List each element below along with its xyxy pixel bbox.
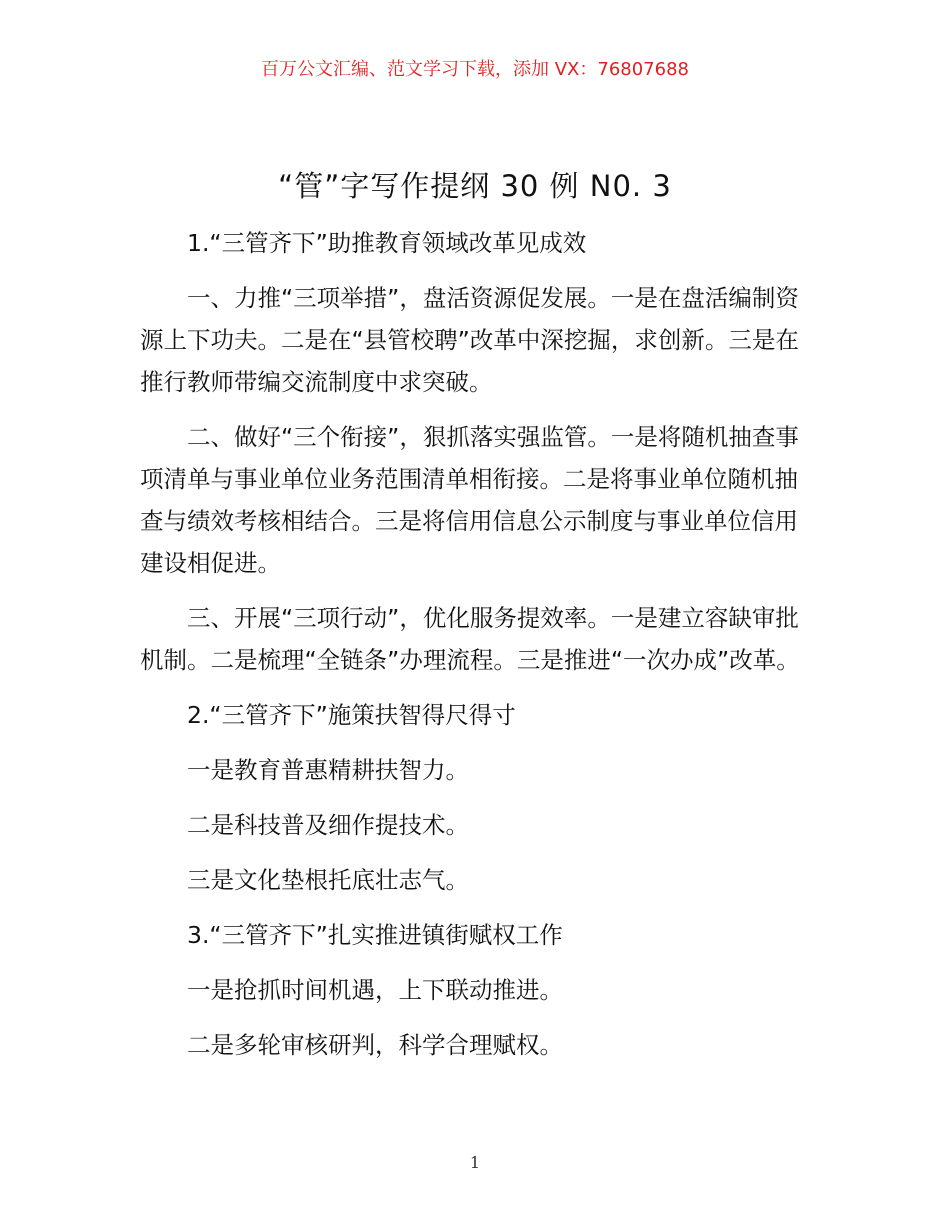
- section-3-paragraph: 二是多轮审核研判，科学合理赋权。: [187, 1031, 563, 1059]
- section-1-heading: 1.“三管齐下”助推教育领域改革见成效: [187, 229, 587, 257]
- section-2-paragraph: 二是科技普及细作提技术。: [187, 811, 469, 839]
- page-number: 1: [469, 1153, 481, 1172]
- section-2-heading: 2.“三管齐下”施策扶智得尺得寸: [187, 701, 516, 729]
- section-1-paragraph: 一、力推“三项举措”，盘活资源促发展。一是在盘活编制资源上下功夫。二是在“县管校聘”改革中深挖掘，求创新。三是在推行教师带编交流制度中求突破。: [140, 284, 799, 396]
- header-watermark-text: 百万公文汇编、范文学习下载，添加 VX：76807688: [261, 59, 689, 80]
- section-1-paragraph: 三、开展“三项行动”，优化服务提效率。一是建立容缺审批机制。二是梳理“全链条”办理流程。三是推进“一次办成”改革。: [140, 604, 800, 674]
- section-1-paragraph: 二、做好“三个衔接”，狠抓落实强监管。一是将随机抽查事项清单与事业单位业务范围清单相衔接。二是将事业单位随机抽查与绩效考核相结合。三是将信用信息公示制度与事业单位信用建设相促进。: [140, 423, 799, 577]
- section-3-heading: 3.“三管齐下”扎实推进镇街赋权工作: [187, 921, 563, 949]
- section-2-paragraph: 一是教育普惠精耕扶智力。: [187, 756, 469, 784]
- section-3-paragraph: 一是抢抓时间机遇，上下联动推进。: [187, 976, 563, 1004]
- section-2-paragraph: 三是文化垫根托底壮志气。: [187, 866, 469, 894]
- document-title: “管”字写作提纲 30 例 N0. 3: [278, 169, 672, 203]
- document-body: [140, 222, 812, 1079]
